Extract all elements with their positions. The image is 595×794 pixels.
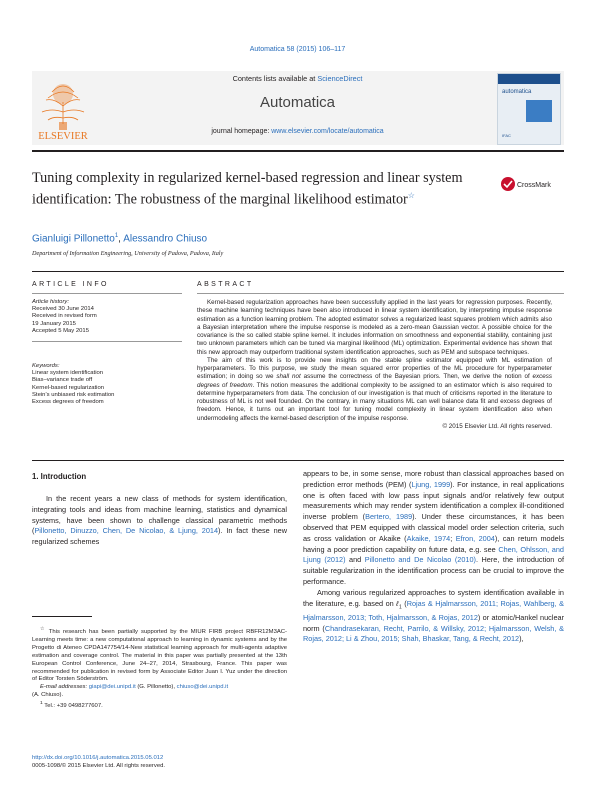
citation-link[interactable]: Pillonetto, Dinuzzo, Chen, De Nicolao, & Ljung, 2014 [34,526,219,536]
footnote-rule [32,616,92,617]
keyword: Bias–variance trade off [32,377,93,384]
doi-link[interactable]: http://dx.doi.org/10.1016/j.automatica.2015.05.012 [32,755,164,761]
abstract-end-rule [32,460,564,461]
history-revised-date: 19 January 2015 [32,320,76,327]
intro-right-column: appears to be, in some sense, more robust than classical approaches based on prediction error methods (PEM) (Ljung, 1999). For instance, in real applications one is often faced with low pass input signals and/or relatively few output measurements which may render system identification a complex ill-conditioned inverse problem (Bertero, 1989). Under these circumstances, it has been observed that PEM equipped with classical model order selection criteria, such as cross validation or Akaike (Akaike, 1974; Efron, 2004), can return models having a poor prediction capability on future data, e.g. see Chen, Ohlsson, and Ljung (2012) and Pillonetto and De Nicolao (2010). Here, the introduction of suitable regularization in the identification process can be crucial to improve the performance. Among various regularized approaches to system identification available in the literature, e.g. based on ℓ$_1$ (Rojas & Hjalmarsson, 2011; Rojas, Wahlberg, & Hjalmarsson, 2013; Toth, Hjalmarsson, & Rojas, 2012) or atomic/Hankel nuclear norm (Chandrasekaran, Recht, Parrilo, & Willsky, 2012; Hjalmarsson, Welsh, & Rojas, 2012; Li & Zhou, 2015; Shah, Bhaskar, Tang, & Recht, 2012), [303,469,564,644]
section-rule [32,271,564,272]
email-link[interactable]: giapi@dei.unipd.it [88,684,136,691]
citation-link[interactable]: Chandrasekaran, Recht, Parrilo, & Willsky, 2012; Hjalmarsson, Welsh, & Rojas, 2012; Li & Zhou, 2015; Shah, Bhaskar, Tang, & Recht, 2012 [303,623,564,644]
citation-link[interactable]: Ljung, 1999 [411,479,451,489]
keyword: Kernel-based regularization [32,384,105,391]
article-title: Tuning complexity in regularized kernel-based regression and linear system identification: The robustness of the marginal likelihood estimator☆ [32,170,463,208]
author-list: Gianluigi Pillonetto$^1$, Alessandro Chiuso [32,233,208,245]
article-history: Article history: Received 30 June 2014 Received in revised form 19 January 2015 Accepted 5 May 2015 [32,299,182,335]
journal-homepage: journal homepage: www.elsevier.com/locate/automatica [211,128,384,135]
citation-link[interactable]: Akaike, 1974 [406,533,451,543]
abstract-heading: ABSTRACT [197,281,254,288]
citation-link[interactable]: Efron, 2004 [455,533,495,543]
history-revised: Received in revised form [32,313,97,320]
author-footnote-mark[interactable]: 1 [114,233,119,239]
crossmark-badge[interactable] [500,176,564,192]
keywords: Keywords: Linear system identification Bias–variance trade off Kernel-based regularization Stein’s unbiased risk estimation Excess degrees of freedom [32,363,182,406]
abstract-paragraph-1: Kernel-based regularization approaches have been successfully applied in the last years for regression purposes. Recently, these machine learning techniques have been also introduced in linear system identification, by interpreting impulse response estimation as a function learning problem. The adopted estimator solves a regularized least squares problem which admits also a Bayesian interpretation where the impulse response is modeled as a zero-mean Gaussian vector. A possible choice for the covariance is the so called stable spline kernel. It includes information on smoothness and exponential stability, containing just two unknown parameters which can be tuned via marginal likelihood (ML) optimization. Experimental evidence has shown that this new approach may outperform traditional system identification approaches, such as PEM and subspace techniques. [197,299,552,356]
history-accepted: Accepted 5 May 2015 [32,327,89,334]
abstract-body [197,299,552,431]
title-footnote-mark[interactable]: ☆ [407,191,415,200]
affiliation: Department of Information Engineering, University of Padova, Padova, Italy [32,250,224,257]
footnote-telephone: $^1$ Tel.: +39 0498277607. [40,701,103,710]
email-link[interactable]: chiuso@dei.unipd.it [176,684,229,691]
citation-link[interactable]: Chen, Ohlsson, and Ljung (2012) [303,544,564,565]
footnote-funding: ☆ This research has been partially supported by the MIUR FIRB project RBFR12M3AC-Learning meets time: a new computational approach to learning in dynamic systems and by the Progetto di Ateneo CPDA147754/14-New statistical learning approach for multi-agents adaptive estimation and coverage control. The material in this paper was partially presented at the 13th European Control Conference, June 24–27, 2014, Strasbourg, France. This paper was recommended for publication in revised form by Associate Editor Juan I. Yuz under the direction of Editor Torsten Söderström. [32,627,288,683]
doi-block [32,755,165,771]
keyword: Excess degrees of freedom [32,399,104,406]
crossmark-icon [501,177,515,191]
elsevier-wordmark: ELSEVIER [38,131,88,142]
citation-link[interactable]: Pillonetto and De Nicolao (2010) [364,555,476,565]
footnotes: ☆ This research has been partially supported by the MIUR FIRB project RBFR12M3AC-Learning meets time: a new computational approach to learning in dynamic systems and by the Progetto di Ateneo CPDA147754/14-New statistical learning approach for multi-agents adaptive estimation and coverage control. The material in this paper was partially presented at the 13th European Control Conference, June 24–27, 2014, Strasbourg, France. This paper was recommended for publication in revised form by Associate Editor Juan I. Yuz under the direction of Editor Torsten Söderström. E-mail addresses: giapi@dei.unipd.it (G. Pillonetto), chiuso@dei.unipd.it (A. Chiuso). $^1$ Tel.: +39 0498277607. [32,627,288,710]
author-pillonetto[interactable]: Gianluigi Pillonetto [32,233,115,245]
section-heading-introduction: 1. Introduction [32,472,87,481]
keyword: Linear system identification [32,370,104,377]
journal-name: Automatica [259,94,336,111]
sciencedirect-link[interactable]: ScienceDirect [317,74,363,83]
footnote-emails: E-mail addresses: giapi@dei.unipd.it (G. Pillonetto), chiuso@dei.unipd.it [40,684,229,691]
crossmark-label: CrossMark [517,182,551,189]
homepage-link[interactable]: www.elsevier.com/locate/automatica [271,128,384,135]
header-rule [32,150,564,152]
citation-link[interactable]: Bertero, 1989 [365,512,413,522]
intro-left-column: In the recent years a new class of methods for system identification, integrating tools and ideas from machine learning, statistics and dynamical systems, have been shown to challenge classical parametric methods (Pillonetto, Dinuzzo, Chen, De Nicolao, & Ljung, 2014). In fact these new regularized schemes [32,494,287,547]
issn-copyright: 0005-1098/© 2015 Elsevier Ltd. All rights reserved. [32,762,166,769]
abstract-paragraph-2: The aim of this work is to provide new insights on the stable spline estimator equipped with ML estimation of hyperparameters. To this purpose, we study the mean squared error properties of the ML procedure for hyperparameter estimation; in doing so we shall not assume the correctness of the Bayesian priors. Then, we derive the notion of excess degrees of freedom. This notion measures the additional complexity to be assigned to an estimator which is also required to determine hyperparameters from data. The conclusion of our investigation is that much of criticisms reported in the literature to robustness of ML is not well founded. On the contrary, in many situations ML can well balance data fit and excess degrees of freedom. Hence, it turns out an important tool for tuning model complexity in linear system identification also when undermodeling affects the kernel-based description of the impulse response. [197,356,553,422]
citation-link[interactable]: Rojas & Hjalmarsson, 2011; Rojas, Wahlberg, & Hjalmarsson, 2013; Toth, Hjalmarsson, & Rojas, 2012 [303,598,564,622]
author-chiuso[interactable]: Alessandro Chiuso [123,233,208,245]
journal-citation[interactable]: Automatica 58 (2015) 106–117 [249,46,346,53]
contents-line: Contents lists available at ScienceDirect [232,74,363,83]
article-info-heading: ARTICLE INFO [32,281,109,288]
keyword: Stein’s unbiased risk estimation [32,391,115,398]
abstract-copyright: © 2015 Elsevier Ltd. All rights reserved. [442,422,552,430]
journal-cover-thumbnail: automatica IFAC [497,73,561,145]
history-received: Received 30 June 2014 [32,306,94,313]
